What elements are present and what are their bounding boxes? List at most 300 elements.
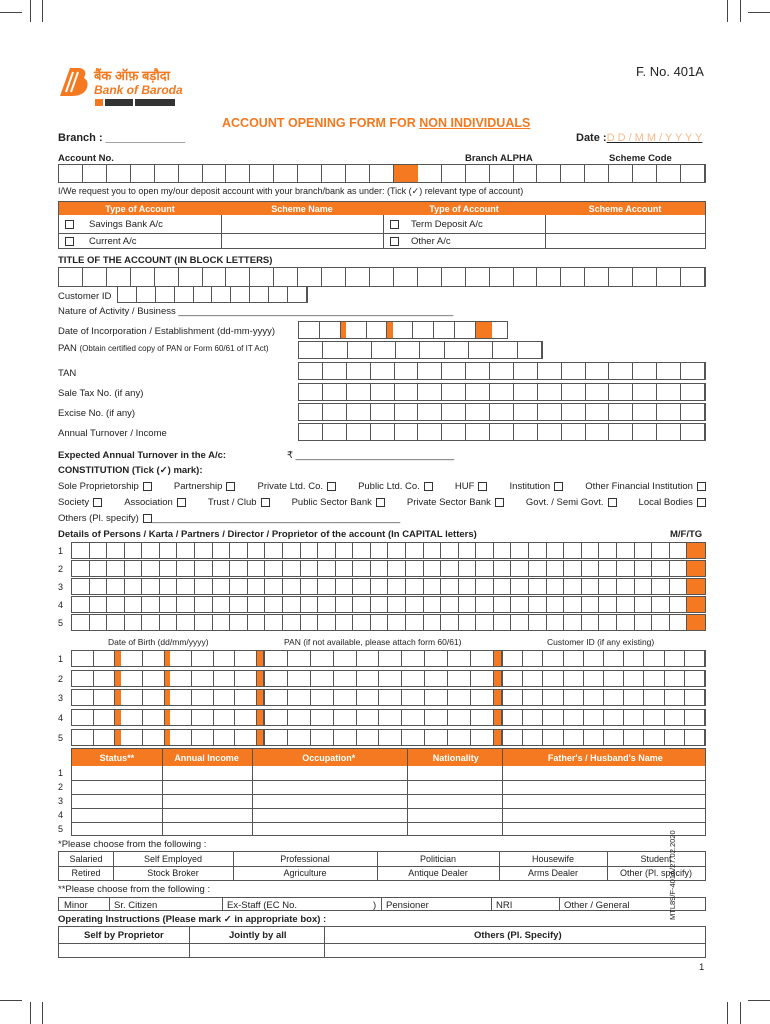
date-placeholder[interactable]: D D / M M / Y Y Y Y xyxy=(606,132,703,144)
current-label: Current A/c xyxy=(89,236,137,247)
op-others[interactable]: Others (Pl. Specify) xyxy=(474,930,562,941)
person-name-row[interactable] xyxy=(71,596,706,613)
dob-row-number: 1 xyxy=(58,654,64,664)
char-cell xyxy=(523,690,543,705)
char-cell xyxy=(657,363,681,379)
expected-turnover-input[interactable]: ₹ ______________________________ xyxy=(287,450,455,461)
const-sole[interactable]: Sole Proprietorship xyxy=(58,481,152,492)
char-cell xyxy=(604,651,624,666)
person-name-row[interactable] xyxy=(71,560,706,577)
char-cell xyxy=(681,268,705,286)
char-cell xyxy=(466,424,490,440)
excise-label: Excise No. (if any) xyxy=(58,408,136,419)
char-cell xyxy=(192,710,214,725)
char-cell xyxy=(214,651,236,666)
others-specify[interactable]: Others (Pl. specify) _______________________________________________ xyxy=(58,513,401,524)
char-cell xyxy=(203,165,227,182)
char-cell xyxy=(469,342,493,358)
char-cell xyxy=(156,287,175,302)
char-cell xyxy=(318,615,336,630)
dob-pan-custid-field[interactable] xyxy=(264,670,502,687)
savings-checkbox[interactable] xyxy=(65,220,74,229)
char-cell xyxy=(617,615,635,630)
occupation-option: Student xyxy=(640,854,672,864)
char-cell xyxy=(107,579,125,594)
char-cell xyxy=(143,690,165,705)
char-cell xyxy=(72,710,94,725)
char-cell xyxy=(299,384,323,400)
char-cell xyxy=(494,543,512,558)
form-number: F. No. 401A xyxy=(636,64,704,79)
char-cell xyxy=(617,579,635,594)
const-association[interactable]: Association xyxy=(124,497,186,508)
char-cell xyxy=(283,579,301,594)
char-cell xyxy=(644,690,664,705)
char-cell xyxy=(179,165,203,182)
term-deposit-checkbox[interactable] xyxy=(390,220,399,229)
status-ex-staff-close: ) xyxy=(373,900,377,911)
char-cell xyxy=(235,710,257,725)
char-cell xyxy=(107,165,131,182)
char-cell xyxy=(459,597,477,612)
char-cell xyxy=(418,165,442,182)
other-ac-checkbox[interactable] xyxy=(390,237,399,246)
char-cell xyxy=(466,165,490,182)
dob-pan-custid-field[interactable] xyxy=(502,709,706,726)
char-cell xyxy=(274,165,298,182)
const-local-bodies[interactable]: Local Bodies xyxy=(639,497,706,508)
char-cell xyxy=(336,597,354,612)
char-cell xyxy=(226,268,250,286)
char-cell xyxy=(543,671,563,686)
turnover-field[interactable] xyxy=(298,423,706,441)
char-cell xyxy=(379,730,402,745)
occupation-option: Politician xyxy=(419,854,457,864)
other-ac-label: Other A/c xyxy=(411,236,451,247)
char-cell xyxy=(564,561,582,576)
op-jointly[interactable]: Jointly by all xyxy=(229,930,287,941)
char-cell xyxy=(265,730,288,745)
char-cell xyxy=(125,579,143,594)
char-cell xyxy=(425,671,448,686)
char-cell xyxy=(503,671,523,686)
char-cell xyxy=(547,615,565,630)
char-cell xyxy=(685,730,705,745)
char-cell xyxy=(633,384,657,400)
char-cell xyxy=(346,165,370,182)
char-cell xyxy=(283,597,301,612)
char-cell xyxy=(250,287,269,302)
char-cell xyxy=(90,579,108,594)
char-cell xyxy=(448,690,471,705)
branch-alpha-label: Branch ALPHA xyxy=(465,153,533,164)
person-name-row[interactable] xyxy=(71,578,706,595)
dob-pan-custid-field[interactable] xyxy=(502,650,706,667)
char-cell xyxy=(585,268,609,286)
char-cell xyxy=(72,579,90,594)
char-cell xyxy=(214,710,236,725)
char-cell xyxy=(371,404,395,420)
dob-pan-custid-field[interactable] xyxy=(71,689,264,706)
account-number-field[interactable] xyxy=(58,164,706,183)
char-cell xyxy=(476,322,493,338)
char-cell xyxy=(265,543,283,558)
person-name-row[interactable] xyxy=(71,614,706,631)
char-cell xyxy=(624,730,644,745)
char-cell xyxy=(121,710,143,725)
char-cell xyxy=(476,579,494,594)
term-deposit-label: Term Deposit A/c xyxy=(411,219,483,230)
dob-pan-custid-field[interactable] xyxy=(71,709,264,726)
char-cell xyxy=(494,579,512,594)
char-cell xyxy=(523,710,543,725)
char-cell xyxy=(685,690,705,705)
char-cell xyxy=(424,543,442,558)
char-cell xyxy=(564,690,584,705)
tan-field[interactable] xyxy=(298,362,706,380)
char-cell xyxy=(353,615,371,630)
const-public-ltd[interactable]: Public Ltd. Co. xyxy=(358,481,433,492)
person-name-row[interactable] xyxy=(71,542,706,559)
excise-field[interactable] xyxy=(298,403,706,421)
char-cell xyxy=(441,543,459,558)
nature-business: Nature of Activity / Business ____________________________________________________ xyxy=(58,306,454,317)
expected-turnover-label: Expected Annual Turnover in the A/c: xyxy=(58,450,227,461)
father-name-header: Father's / Husband's Name xyxy=(547,752,663,763)
char-cell xyxy=(442,384,466,400)
char-cell xyxy=(265,597,283,612)
char-cell xyxy=(203,268,227,286)
dob-pan-custid-field[interactable] xyxy=(502,689,706,706)
char-cell xyxy=(334,730,357,745)
char-cell xyxy=(248,561,266,576)
char-cell xyxy=(393,322,414,338)
char-cell xyxy=(441,615,459,630)
status-options xyxy=(58,897,706,911)
char-cell xyxy=(490,268,514,286)
char-cell xyxy=(514,268,538,286)
pan-note: (Obtain certified copy of PAN or Form 60/61 of IT Act) xyxy=(79,344,269,353)
dob-pan-custid-field[interactable] xyxy=(71,729,264,746)
char-cell xyxy=(230,579,248,594)
dob-pan-custid-field[interactable] xyxy=(264,689,502,706)
char-cell xyxy=(94,651,116,666)
pan-label xyxy=(58,343,269,354)
char-cell xyxy=(635,579,653,594)
char-cell xyxy=(582,615,600,630)
char-cell xyxy=(257,710,263,725)
char-cell xyxy=(323,363,347,379)
char-cell xyxy=(107,268,131,286)
char-cell xyxy=(609,363,633,379)
dob-pan-custid-field[interactable] xyxy=(264,729,502,746)
char-cell xyxy=(609,268,633,286)
char-cell xyxy=(394,165,418,182)
char-cell xyxy=(357,651,380,666)
constitution-row-2 xyxy=(58,497,706,508)
occupation-option: Agriculture xyxy=(283,868,327,878)
char-cell xyxy=(288,730,311,745)
char-cell xyxy=(585,165,609,182)
char-cell xyxy=(652,579,670,594)
char-cell xyxy=(371,424,395,440)
char-cell xyxy=(424,561,442,576)
title-row-1[interactable] xyxy=(58,267,706,287)
char-cell xyxy=(503,710,523,725)
char-cell xyxy=(564,597,582,612)
char-cell xyxy=(584,710,604,725)
dob-pan-custid-field[interactable] xyxy=(502,729,706,746)
char-cell xyxy=(538,424,562,440)
char-cell xyxy=(586,363,610,379)
const-partnership[interactable]: Partnership xyxy=(174,481,236,492)
customer-id-label: Customer ID xyxy=(58,291,112,302)
char-cell xyxy=(538,404,562,420)
const-society[interactable]: Society xyxy=(58,497,102,508)
char-cell xyxy=(143,651,165,666)
dob-pan-custid-field[interactable] xyxy=(71,650,264,667)
char-cell xyxy=(448,671,471,686)
char-cell xyxy=(230,561,248,576)
dob-pan-custid-field[interactable] xyxy=(502,670,706,687)
char-cell xyxy=(248,615,266,630)
char-cell xyxy=(121,690,143,705)
char-cell xyxy=(685,671,705,686)
date-label-text: Date : xyxy=(576,132,607,144)
dob-pan-custid-field[interactable] xyxy=(71,670,264,687)
char-cell xyxy=(336,615,354,630)
char-cell xyxy=(604,690,624,705)
char-cell xyxy=(406,597,424,612)
char-cell xyxy=(299,342,323,358)
char-cell xyxy=(657,424,681,440)
char-cell xyxy=(353,597,371,612)
char-cell xyxy=(334,710,357,725)
char-cell xyxy=(170,730,192,745)
const-other-fin[interactable]: Other Financial Institution xyxy=(585,481,706,492)
char-cell xyxy=(143,730,165,745)
status-row-1: 1 xyxy=(58,768,64,778)
char-cell xyxy=(609,404,633,420)
char-cell xyxy=(72,671,94,686)
person-row-number: 5 xyxy=(58,618,64,628)
char-cell xyxy=(177,561,195,576)
const-institution[interactable]: Institution xyxy=(510,481,564,492)
date-incorp-field[interactable] xyxy=(298,321,508,339)
char-cell xyxy=(490,363,514,379)
char-cell xyxy=(318,597,336,612)
char-cell xyxy=(471,730,494,745)
occupation-header: Occupation* xyxy=(302,752,356,763)
char-cell xyxy=(90,597,108,612)
char-cell xyxy=(644,730,664,745)
char-cell xyxy=(143,671,165,686)
char-cell xyxy=(213,543,231,558)
char-cell xyxy=(633,268,657,286)
char-cell xyxy=(424,597,442,612)
char-cell xyxy=(142,561,160,576)
op-self[interactable]: Self by Proprietor xyxy=(84,930,164,941)
char-cell xyxy=(195,579,213,594)
char-cell xyxy=(107,615,125,630)
char-cell xyxy=(311,651,334,666)
char-cell xyxy=(617,561,635,576)
char-cell xyxy=(194,287,213,302)
char-cell xyxy=(670,543,688,558)
char-cell xyxy=(125,615,143,630)
acct-header-3: Type of Account xyxy=(429,203,499,214)
status-nri: NRI xyxy=(496,900,513,911)
char-cell xyxy=(379,651,402,666)
char-cell xyxy=(121,730,143,745)
status-pensioner: Pensioner xyxy=(386,900,429,911)
char-cell xyxy=(192,651,214,666)
char-cell xyxy=(213,597,231,612)
char-cell xyxy=(562,404,586,420)
char-cell xyxy=(72,561,90,576)
const-huf[interactable]: HUF xyxy=(455,481,488,492)
char-cell xyxy=(311,671,334,686)
current-checkbox[interactable] xyxy=(65,237,74,246)
char-cell xyxy=(265,690,288,705)
char-cell xyxy=(160,579,178,594)
occupation-option: Housewife xyxy=(531,854,575,864)
char-cell xyxy=(418,404,442,420)
char-cell xyxy=(142,579,160,594)
char-cell xyxy=(582,579,600,594)
char-cell xyxy=(213,615,231,630)
char-cell xyxy=(503,690,523,705)
form-title-prefix: ACCOUNT OPENING FORM FOR xyxy=(222,116,420,130)
char-cell xyxy=(402,690,425,705)
char-cell xyxy=(334,671,357,686)
char-cell xyxy=(231,287,250,302)
char-cell xyxy=(681,165,705,182)
char-cell xyxy=(125,543,143,558)
char-cell xyxy=(609,424,633,440)
const-private-bank[interactable]: Private Sector Bank xyxy=(407,497,504,508)
char-cell xyxy=(311,690,334,705)
dob-pan-custid-field[interactable] xyxy=(264,709,502,726)
account-type-table xyxy=(58,201,706,249)
char-cell xyxy=(322,268,346,286)
char-cell xyxy=(371,615,389,630)
occupation-option: Self Employed xyxy=(143,854,203,864)
char-cell xyxy=(395,384,419,400)
char-cell xyxy=(248,579,266,594)
char-cell xyxy=(248,597,266,612)
char-cell xyxy=(396,342,420,358)
char-cell xyxy=(214,730,236,745)
char-cell xyxy=(494,710,501,725)
char-cell xyxy=(371,597,389,612)
char-cell xyxy=(395,363,419,379)
char-cell xyxy=(94,690,116,705)
char-cell xyxy=(445,342,469,358)
operating-instructions: Operating Instructions (Please mark ✓ in appropriate box) : xyxy=(58,914,327,925)
char-cell xyxy=(299,363,323,379)
char-cell xyxy=(537,268,561,286)
char-cell xyxy=(323,384,347,400)
char-cell xyxy=(466,268,490,286)
char-cell xyxy=(442,268,466,286)
char-cell xyxy=(212,287,231,302)
char-cell xyxy=(471,710,494,725)
char-cell xyxy=(657,404,681,420)
char-cell xyxy=(494,671,501,686)
status-header: Status** xyxy=(99,752,135,763)
char-cell xyxy=(471,690,494,705)
char-cell xyxy=(274,268,298,286)
pan-field[interactable] xyxy=(298,341,543,359)
char-cell xyxy=(543,730,563,745)
char-cell xyxy=(665,671,685,686)
char-cell xyxy=(214,671,236,686)
dob-row-number: 5 xyxy=(58,733,64,743)
const-public-bank[interactable]: Public Sector Bank xyxy=(292,497,385,508)
char-cell xyxy=(195,561,213,576)
occupation-option: Other (Pl. specify) xyxy=(619,868,693,878)
char-cell xyxy=(371,363,395,379)
char-cell xyxy=(379,671,402,686)
dob-pan-custid-field[interactable] xyxy=(264,650,502,667)
char-cell xyxy=(582,597,600,612)
const-trust[interactable]: Trust / Club xyxy=(208,497,270,508)
char-cell xyxy=(235,651,257,666)
char-cell xyxy=(372,342,396,358)
acct-header-1: Type of Account xyxy=(105,203,175,214)
char-cell xyxy=(442,424,466,440)
char-cell xyxy=(652,561,670,576)
char-cell xyxy=(257,671,263,686)
char-cell xyxy=(250,268,274,286)
char-cell xyxy=(494,690,501,705)
char-cell xyxy=(599,597,617,612)
char-cell xyxy=(357,671,380,686)
char-cell xyxy=(562,384,586,400)
char-cell xyxy=(543,651,563,666)
sale-tax-field[interactable] xyxy=(298,383,706,401)
const-private-ltd[interactable]: Private Ltd. Co. xyxy=(258,481,336,492)
char-cell xyxy=(346,322,367,338)
char-cell xyxy=(425,730,448,745)
char-cell xyxy=(424,579,442,594)
customer-id-field[interactable] xyxy=(117,286,308,303)
char-cell xyxy=(107,543,125,558)
char-cell xyxy=(490,404,514,420)
char-cell xyxy=(72,615,90,630)
char-cell xyxy=(687,543,705,558)
char-cell xyxy=(131,165,155,182)
char-cell xyxy=(434,322,455,338)
char-cell xyxy=(418,363,442,379)
char-cell xyxy=(466,384,490,400)
char-cell xyxy=(635,561,653,576)
char-cell xyxy=(511,579,529,594)
char-cell xyxy=(323,424,347,440)
char-cell xyxy=(192,671,214,686)
char-cell xyxy=(624,671,644,686)
char-cell xyxy=(353,543,371,558)
char-cell xyxy=(609,384,633,400)
char-cell xyxy=(179,268,203,286)
char-cell xyxy=(195,597,213,612)
const-govt[interactable]: Govt. / Semi Govt. xyxy=(526,497,617,508)
char-cell xyxy=(538,363,562,379)
char-cell xyxy=(318,543,336,558)
char-cell xyxy=(195,615,213,630)
char-cell xyxy=(584,651,604,666)
